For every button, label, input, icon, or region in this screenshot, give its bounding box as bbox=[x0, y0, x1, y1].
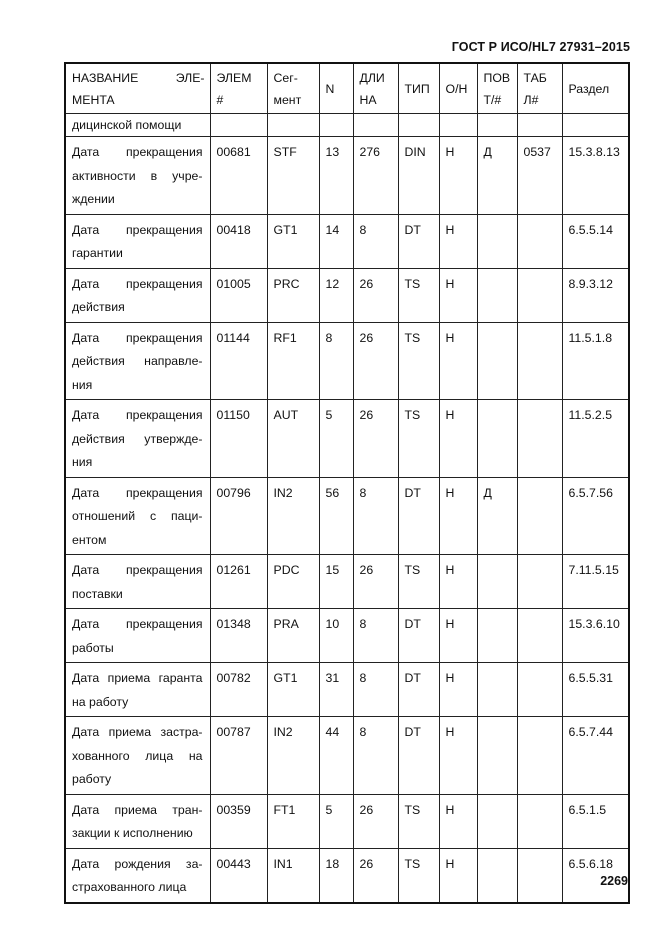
cell-name: Дата приема тран-закции к исполнению bbox=[65, 794, 210, 848]
cell-name: Дата приема застра-хованного лица на работу bbox=[65, 717, 210, 795]
cell-length: 8 bbox=[353, 477, 398, 555]
cell-table bbox=[517, 609, 562, 663]
cell-optional: Н bbox=[439, 663, 477, 717]
cell-elem: 00418 bbox=[210, 214, 267, 268]
table-row bbox=[65, 400, 629, 478]
cell-n: 18 bbox=[319, 848, 353, 903]
cell-section: 6.5.7.44 bbox=[562, 717, 629, 795]
cell-type: TS bbox=[398, 794, 439, 848]
table-row bbox=[65, 609, 629, 663]
cell-optional: Н bbox=[439, 555, 477, 609]
cell-section: 6.5.5.31 bbox=[562, 663, 629, 717]
cell-table bbox=[517, 400, 562, 478]
cell-segment: IN2 bbox=[267, 477, 319, 555]
cell-length: 26 bbox=[353, 555, 398, 609]
cell-optional: Н bbox=[439, 400, 477, 478]
cell-repeat bbox=[477, 400, 517, 478]
cell-elem: 01150 bbox=[210, 400, 267, 478]
cell-type: DT bbox=[398, 214, 439, 268]
table-row bbox=[65, 663, 629, 717]
cell-section: 11.5.2.5 bbox=[562, 400, 629, 478]
col-header-table: ТАБ Л# bbox=[517, 63, 562, 114]
cell-elem: 01005 bbox=[210, 268, 267, 322]
cell-table bbox=[517, 717, 562, 795]
data-elements-table bbox=[64, 62, 630, 904]
cell-optional: Н bbox=[439, 322, 477, 400]
cell-section: 6.5.1.5 bbox=[562, 794, 629, 848]
cell-segment: IN2 bbox=[267, 717, 319, 795]
cell-elem: 00787 bbox=[210, 717, 267, 795]
cell-type: TS bbox=[398, 848, 439, 903]
cell-repeat bbox=[477, 717, 517, 795]
continuation-row bbox=[65, 114, 629, 137]
table-header bbox=[65, 63, 629, 114]
cell-type: TS bbox=[398, 400, 439, 478]
cell-elem: 00443 bbox=[210, 848, 267, 903]
cell-type: DT bbox=[398, 477, 439, 555]
cell-table: 0537 bbox=[517, 137, 562, 215]
table-row bbox=[65, 848, 629, 903]
cell-n: 5 bbox=[319, 794, 353, 848]
cell-section: 7.11.5.15 bbox=[562, 555, 629, 609]
cell-type: DT bbox=[398, 663, 439, 717]
col-header-n: N bbox=[319, 63, 353, 114]
continuation-text: дицинской помощи bbox=[65, 114, 210, 137]
page-number: 2269 bbox=[600, 874, 628, 888]
cell-optional: Н bbox=[439, 137, 477, 215]
cell-optional: Н bbox=[439, 794, 477, 848]
cell-segment: AUT bbox=[267, 400, 319, 478]
cell-n: 15 bbox=[319, 555, 353, 609]
cell-optional: Н bbox=[439, 717, 477, 795]
cell-optional: Н bbox=[439, 477, 477, 555]
cell-length: 26 bbox=[353, 848, 398, 903]
cell-repeat bbox=[477, 322, 517, 400]
table-row bbox=[65, 477, 629, 555]
cell-name: Дата прекращения действия направле-ния bbox=[65, 322, 210, 400]
cell-length: 8 bbox=[353, 663, 398, 717]
cell-section: 11.5.1.8 bbox=[562, 322, 629, 400]
table-row bbox=[65, 322, 629, 400]
cell-segment: GT1 bbox=[267, 214, 319, 268]
cell-segment: RF1 bbox=[267, 322, 319, 400]
cell-n: 13 bbox=[319, 137, 353, 215]
cell-table bbox=[517, 214, 562, 268]
col-header-elem: ЭЛЕМ # bbox=[210, 63, 267, 114]
col-header-section: Раздел bbox=[562, 63, 629, 114]
col-header-name: НАЗВАНИЕ ЭЛЕ- МЕНТА bbox=[65, 63, 210, 114]
cell-name: Дата прекращения активности в учре-ждении bbox=[65, 137, 210, 215]
cell-elem: 01348 bbox=[210, 609, 267, 663]
cell-segment: PRA bbox=[267, 609, 319, 663]
cell-segment: GT1 bbox=[267, 663, 319, 717]
cell-n: 12 bbox=[319, 268, 353, 322]
cell-length: 26 bbox=[353, 322, 398, 400]
cell-table bbox=[517, 322, 562, 400]
table-row bbox=[65, 717, 629, 795]
col-header-length: ДЛИ НА bbox=[353, 63, 398, 114]
cell-type: TS bbox=[398, 322, 439, 400]
cell-length: 26 bbox=[353, 400, 398, 478]
cell-length: 8 bbox=[353, 717, 398, 795]
cell-elem: 01261 bbox=[210, 555, 267, 609]
cell-elem: 00359 bbox=[210, 794, 267, 848]
cell-segment: STF bbox=[267, 137, 319, 215]
cell-repeat bbox=[477, 555, 517, 609]
cell-section: 6.5.5.14 bbox=[562, 214, 629, 268]
cell-length: 26 bbox=[353, 268, 398, 322]
cell-repeat bbox=[477, 794, 517, 848]
cell-name: Дата приема гаранта на работу bbox=[65, 663, 210, 717]
cell-name: Дата прекращения гарантии bbox=[65, 214, 210, 268]
table-row bbox=[65, 214, 629, 268]
cell-n: 31 bbox=[319, 663, 353, 717]
table-row bbox=[65, 137, 629, 215]
cell-length: 276 bbox=[353, 137, 398, 215]
document-code: ГОСТ Р ИСО/HL7 27931–2015 bbox=[451, 40, 630, 54]
cell-table bbox=[517, 477, 562, 555]
table-body bbox=[65, 114, 629, 903]
cell-name: Дата прекращения отношений с паци-ентом bbox=[65, 477, 210, 555]
table-row bbox=[65, 268, 629, 322]
col-header-segment: Сег- мент bbox=[267, 63, 319, 114]
cell-length: 8 bbox=[353, 214, 398, 268]
cell-type: DT bbox=[398, 609, 439, 663]
cell-section: 6.5.7.56 bbox=[562, 477, 629, 555]
cell-optional: Н bbox=[439, 609, 477, 663]
cell-name: Дата прекращения действия утвержде-ния bbox=[65, 400, 210, 478]
cell-repeat bbox=[477, 214, 517, 268]
cell-length: 26 bbox=[353, 794, 398, 848]
cell-type: TS bbox=[398, 555, 439, 609]
col-header-repeat: ПОВ Т/# bbox=[477, 63, 517, 114]
cell-n: 8 bbox=[319, 322, 353, 400]
col-header-type: ТИП bbox=[398, 63, 439, 114]
cell-section: 8.9.3.12 bbox=[562, 268, 629, 322]
cell-type: TS bbox=[398, 268, 439, 322]
cell-repeat bbox=[477, 848, 517, 903]
cell-n: 14 bbox=[319, 214, 353, 268]
cell-n: 10 bbox=[319, 609, 353, 663]
cell-repeat: Д bbox=[477, 137, 517, 215]
cell-table bbox=[517, 794, 562, 848]
cell-optional: Н bbox=[439, 268, 477, 322]
cell-name: Дата прекращения поставки bbox=[65, 555, 210, 609]
cell-repeat bbox=[477, 663, 517, 717]
cell-n: 5 bbox=[319, 400, 353, 478]
cell-segment: IN1 bbox=[267, 848, 319, 903]
cell-type: DT bbox=[398, 717, 439, 795]
cell-table bbox=[517, 663, 562, 717]
table-row bbox=[65, 794, 629, 848]
cell-section: 15.3.6.10 bbox=[562, 609, 629, 663]
col-header-optional: О/Н bbox=[439, 63, 477, 114]
cell-elem: 00796 bbox=[210, 477, 267, 555]
cell-elem: 00782 bbox=[210, 663, 267, 717]
cell-table bbox=[517, 268, 562, 322]
cell-segment: FT1 bbox=[267, 794, 319, 848]
cell-segment: PDC bbox=[267, 555, 319, 609]
cell-name: Дата прекращения работы bbox=[65, 609, 210, 663]
cell-length: 8 bbox=[353, 609, 398, 663]
cell-section: 6.5.6.18 bbox=[562, 848, 629, 903]
cell-type: DIN bbox=[398, 137, 439, 215]
cell-elem: 01144 bbox=[210, 322, 267, 400]
cell-n: 56 bbox=[319, 477, 353, 555]
cell-optional: Н bbox=[439, 214, 477, 268]
cell-repeat bbox=[477, 609, 517, 663]
cell-elem: 00681 bbox=[210, 137, 267, 215]
cell-section: 15.3.8.13 bbox=[562, 137, 629, 215]
cell-repeat: Д bbox=[477, 477, 517, 555]
cell-repeat bbox=[477, 268, 517, 322]
cell-optional: Н bbox=[439, 848, 477, 903]
table-row bbox=[65, 555, 629, 609]
cell-table bbox=[517, 848, 562, 903]
cell-table bbox=[517, 555, 562, 609]
cell-n: 44 bbox=[319, 717, 353, 795]
cell-segment: PRC bbox=[267, 268, 319, 322]
cell-name: Дата рождения за-страхованного лица bbox=[65, 848, 210, 903]
cell-name: Дата прекращения действия bbox=[65, 268, 210, 322]
